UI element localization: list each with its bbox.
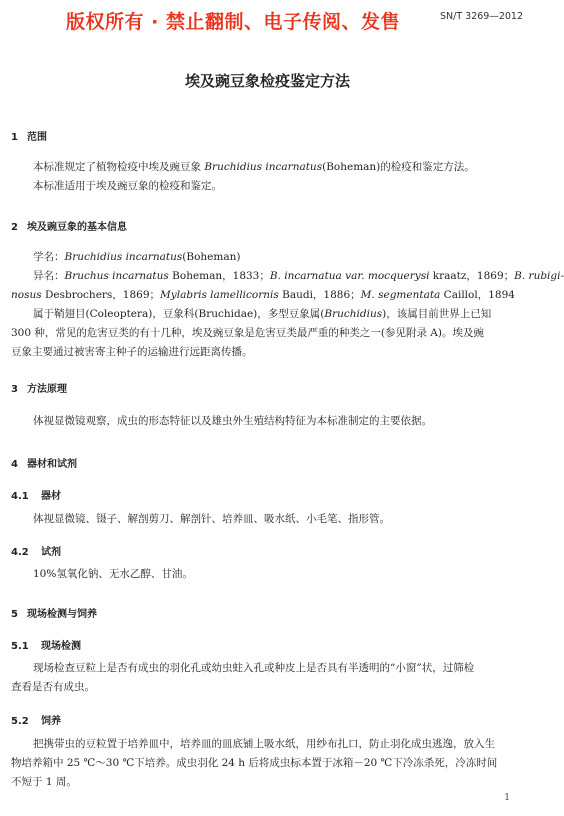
paragraph-continued: 查看是否有成虫。 <box>11 681 95 693</box>
classification-continued: 豆象主要通过被害寄主种子的运输进行远距离传播。 <box>11 346 253 358</box>
paragraph-continued: 物培养箱中 25 ℃～30 ℃下培养。成虫羽化 24 h 后将成虫标本置于冰箱－20 ℃下冷冻杀死，冷冻时间 <box>11 757 498 769</box>
subsection-title: 现场检测 <box>41 641 81 652</box>
synonyms: 异名：Bruchus incarnatus Boheman，1833；B. incarnatua var. mocquerysi kraatz，1869；B. rubigi- <box>33 270 564 282</box>
subsection-title: 饲养 <box>41 716 61 727</box>
paragraph: 体视显微镜、镊子、解剖剪刀、解剖针、培养皿、吸水纸、小毛笔、指形管。 <box>33 513 390 525</box>
section-title: 器材和试剂 <box>27 459 77 470</box>
section-4-heading <box>11 455 77 470</box>
section-title: 现场检测与饲养 <box>27 609 97 620</box>
scientific-name: 学名：Bruchidius incarnatus(Boheman) <box>33 251 241 263</box>
section-3-body <box>11 412 523 431</box>
subsection-5-2-heading <box>11 712 61 727</box>
section-number: 4 <box>11 459 18 470</box>
section-title: 范围 <box>27 132 47 143</box>
section-number: 5 <box>11 609 18 620</box>
paragraph: 10%氢氧化钠、无水乙醇、甘油。 <box>33 568 193 580</box>
section-number: 3 <box>11 384 18 395</box>
subsection-4-2-body <box>11 565 523 584</box>
paragraph: 现场检查豆粒上是否有成虫的羽化孔或幼虫蛀入孔或种皮上是否具有半透明的“小窗”状，过筛检 <box>33 662 475 674</box>
document-title: 埃及豌豆象检疫鉴定方法 <box>184 72 350 90</box>
classification-continued: 300 种，常见的危害豆类的有十几种，埃及豌豆象是危害豆类最严重的种类之一(参见附录 A)。埃及豌 <box>11 327 484 339</box>
section-2-heading <box>11 218 127 233</box>
subsection-number: 5.2 <box>11 716 29 727</box>
section-1-heading <box>11 128 47 143</box>
paragraph: 本标准规定了植物检疫中埃及豌豆象 Bruchidius incarnatus(Boheman)的检疫和鉴定方法。 <box>33 161 475 173</box>
section-number: 2 <box>11 222 18 233</box>
section-title: 埃及豌豆象的基本信息 <box>27 222 127 233</box>
paragraph: 把携带虫的豆粒置于培养皿中，培养皿的皿底铺上吸水纸，用纱布扎口，防止羽化成虫逃逸，放入生 <box>33 738 495 750</box>
synonyms-continued: nosus Desbrochers，1869；Mylabris lamellicornis Baudi，1886；M. segmentata Caillol，1894 <box>11 289 515 301</box>
section-1-body <box>11 158 523 196</box>
section-5-heading <box>11 605 97 620</box>
subsection-4-1-heading <box>11 487 61 502</box>
paragraph-continued: 不短于 1 周。 <box>11 776 77 788</box>
section-title: 方法原理 <box>27 384 67 395</box>
subsection-number: 4.1 <box>11 491 29 502</box>
subsection-title: 试剂 <box>41 547 61 558</box>
classification: 属于鞘翅目(Coleoptera)，豆象科(Bruchidae)，多型豆象属(Bruchidius)，该属目前世界上已知 <box>33 308 492 320</box>
subsection-number: 5.1 <box>11 641 29 652</box>
section-2-body <box>11 248 564 362</box>
subsection-4-1-body <box>11 510 523 529</box>
section-3-heading <box>11 380 67 395</box>
subsection-title: 器材 <box>41 491 61 502</box>
paragraph: 本标准适用于埃及豌豆象的检疫和鉴定。 <box>33 180 222 192</box>
subsection-5-1-heading <box>11 637 81 652</box>
section-number: 1 <box>11 132 18 143</box>
paragraph: 体视显微镜观察，成虫的形态特征以及雄虫外生殖结构特征为本标准制定的主要依据。 <box>33 415 432 427</box>
copyright-watermark: 版权所有 · 禁止翻制、电子传阅、发售 <box>66 11 400 33</box>
subsection-4-2-heading <box>11 543 61 558</box>
page-number: 1 <box>504 793 510 803</box>
subsection-number: 4.2 <box>11 547 29 558</box>
subsection-5-2-body <box>11 735 523 792</box>
standard-code: SN/T 3269—2012 <box>439 11 523 22</box>
subsection-5-1-body <box>11 659 523 697</box>
